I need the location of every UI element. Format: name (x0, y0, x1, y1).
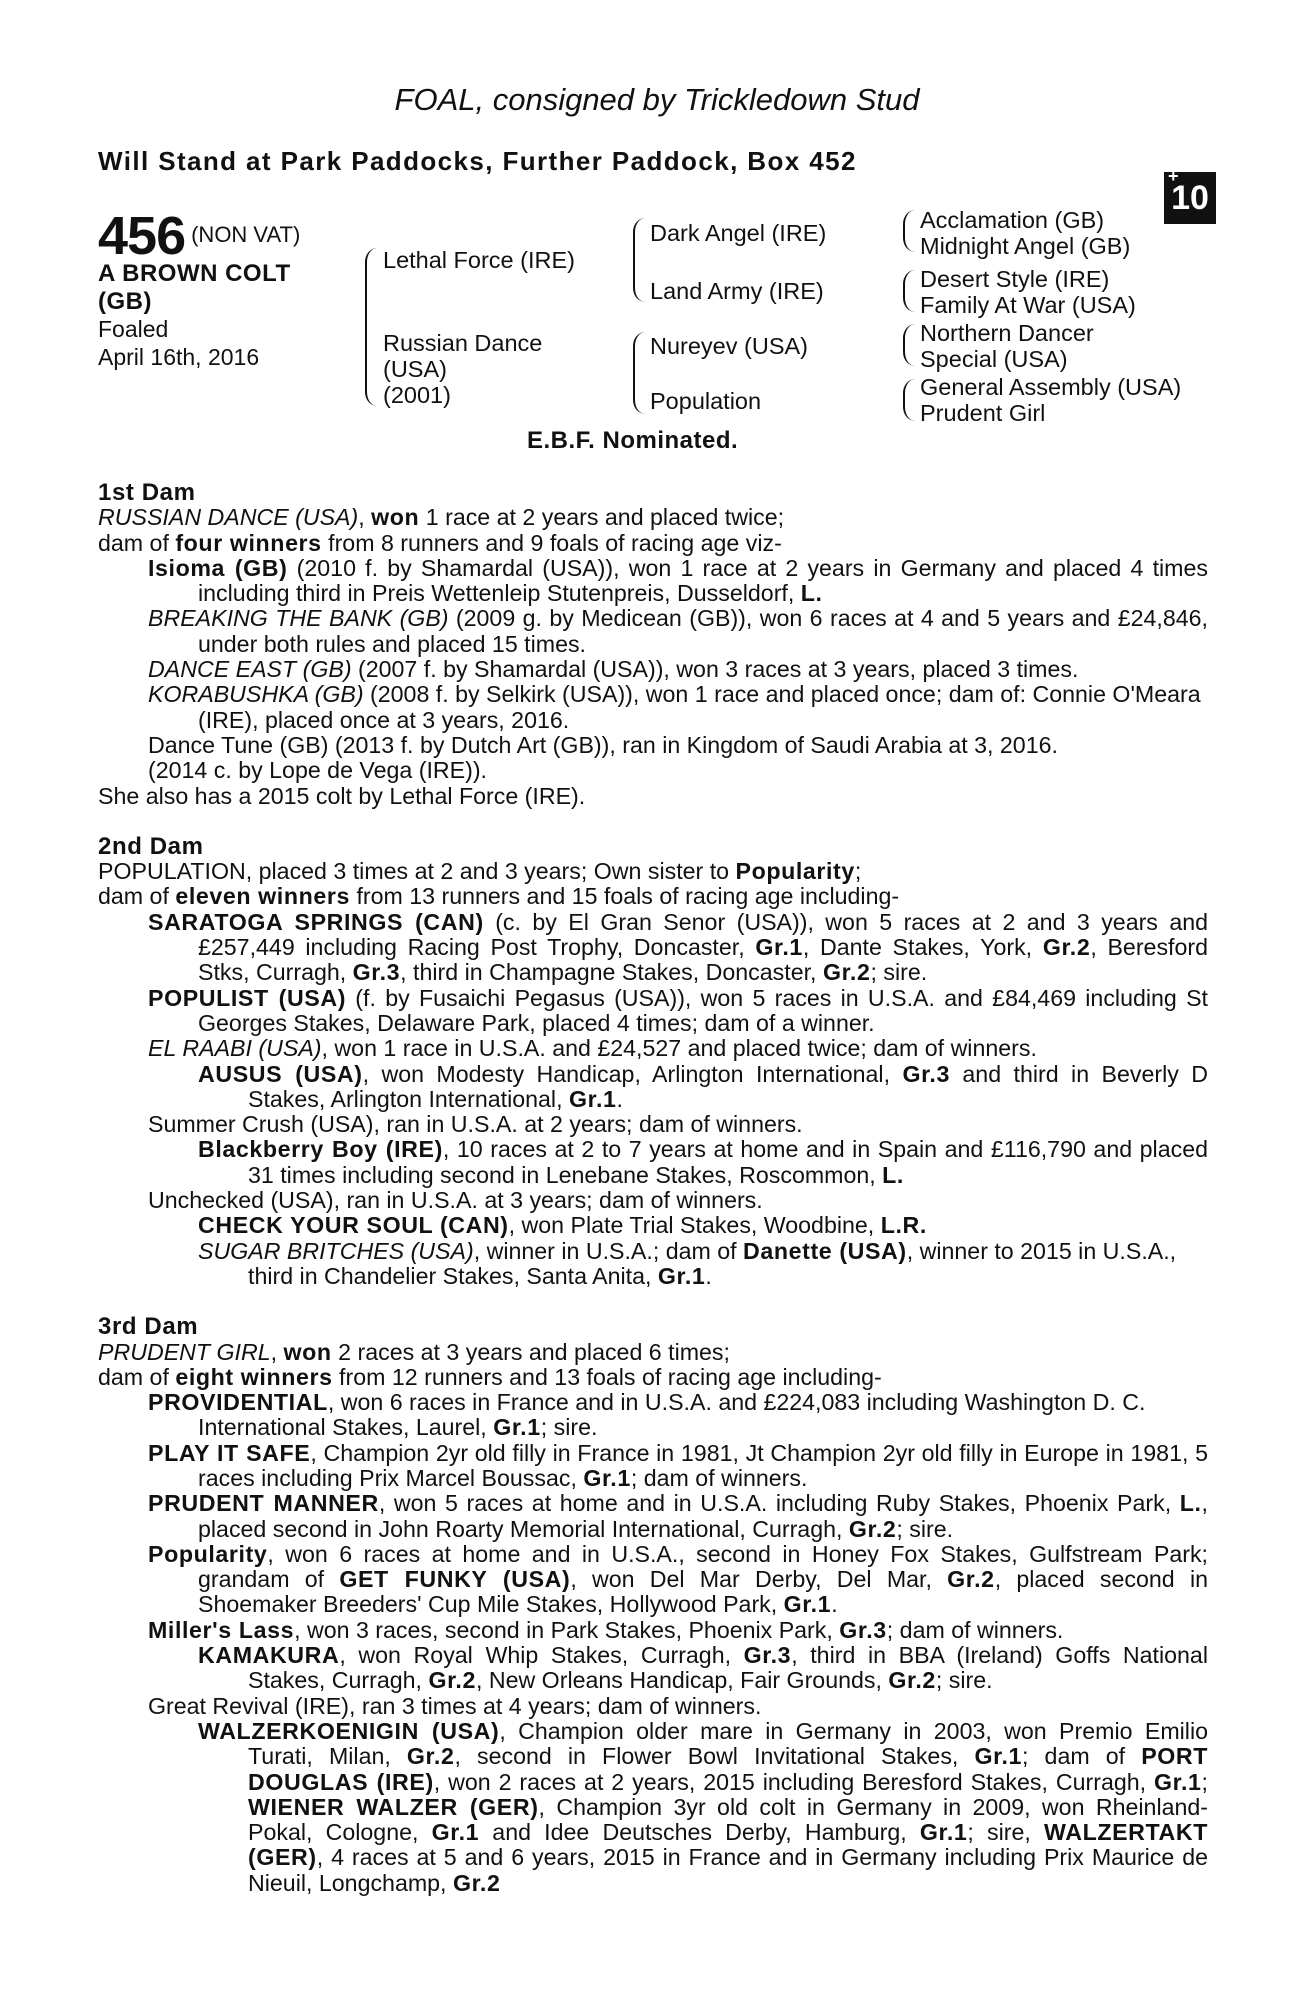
first-dam-intro: RUSSIAN DANCE (USA), won 1 race at 2 years and placed twice; (98, 504, 785, 531)
produce-entry: KORABUSHKA (GB) (2008 f. by Selkirk (USA)), won 1 race and placed once; dam of: Connie O'Meara (IRE), placed once at 3 years, 2016. (148, 681, 1201, 733)
lot-badge (1164, 166, 1216, 224)
lot-description (98, 260, 291, 316)
pedigree-dds: General Assembly (USA) (920, 374, 1182, 400)
produce-entry: WALZERKOENIGIN (USA), Champion older mare in Germany in 2003, won Premio Emilio Turati, Milan, Gr.2, second in Flower Bowl Invitational Stakes, Gr.1; dam of PORT DOUGLAS (IRE), won 2 races at 2 years, 2015 including Beresford Stakes, Curragh, Gr.1; WIENER WALZER (GER), Champion 3yr old colt in Germany in 2009, won Rheinland-Pokal, Cologne, Gr.1 and Idee Deutsches Derby, Hamburg, Gr.1; sire, WALZERTAKT (GER), 4 races at 5 and 6 years, 2015 in France and in Germany including Prix Maurice de Nieuil, Longchamp, Gr.2 (198, 1717, 1209, 1896)
foaled-date: April 16th, 2016 (98, 344, 260, 370)
pedigree-dam-line3: (2001) (383, 382, 451, 408)
produce-entry: PLAY IT SAFE, Champion 2yr old filly in France in 1981, Jt Champion 2yr old filly in Europe in 1981, 5 races including Prix Marcel Boussac, Gr.1; dam of winners. (148, 1439, 1208, 1491)
badge-text: 10 (1171, 179, 1209, 217)
lot-description-line1: A BROWN COLT (98, 260, 291, 287)
pedigree-dam (383, 330, 542, 408)
pedigree-brace-ss (903, 210, 915, 252)
first-dam-heading: 1st Dam (98, 479, 196, 506)
pedigree-dsd: Special (USA) (920, 346, 1068, 372)
pedigree-brace-sd (903, 270, 915, 312)
produce-entry: Blackberry Boy (IRE), 10 races at 2 to 7 years at home and in Spain and £116,790 and placed 31 times including second in Lenebane Stakes, Roscommon, L. (198, 1136, 1208, 1188)
second-dam-produce: dam of eleven winners from 13 runners and 15 foals of racing age including- (98, 883, 900, 910)
produce-entry: CHECK YOUR SOUL (CAN), won Plate Trial Stakes, Woodbine, L.R. (198, 1212, 927, 1239)
second-dam-intro: POPULATION, placed 3 times at 2 and 3 years; Own sister to Popularity; (98, 858, 862, 885)
lot-number: 456 (98, 206, 186, 266)
produce-entry: Isioma (GB) (2010 f. by Shamardal (USA)), won 1 race at 2 years in Germany and placed 4 times including third in Preis Wettenleip Stutenpreis, Dusseldorf, L. (148, 554, 1208, 607)
produce-entry: Popularity, won 6 races at home and in U.S.A., second in Honey Fox Stakes, Gulfstream Park; grandam of GET FUNKY (USA), won Del Mar Derby, Del Mar, Gr.2, placed second in Shoemaker Breeders' Cup Mile Stakes, Hollywood Park, Gr.1. (148, 1540, 1208, 1618)
pedigree-dam-line2: (USA) (383, 356, 447, 382)
produce-entry: BREAKING THE BANK (GB) (2009 g. by Medicean (GB)), won 6 races at 4 and 5 years and £24,846, under both rules and placed 15 times. (148, 605, 1208, 657)
produce-entry: SUGAR BRITCHES (USA), winner in U.S.A.; dam of Danette (USA), winner to 2015 in U.S.A., third in Chandelier Stakes, Santa Anita, Gr.1. (198, 1237, 1177, 1289)
ebf-nominated: E.B.F. Nominated. (527, 427, 739, 454)
vat-status: (NON VAT) (191, 222, 301, 247)
pedigree-dss: Northern Dancer (920, 320, 1094, 346)
pedigree-sire: Lethal Force (IRE) (383, 247, 575, 273)
badge-plus: + (1168, 166, 1179, 186)
third-dam-intro: PRUDENT GIRL, won 2 races at 3 years and placed 6 times; (98, 1338, 730, 1365)
pedigree-ddd: Prudent Girl (920, 400, 1046, 426)
produce-entry: Unchecked (USA), ran in U.S.A. at 3 years; dam of winners. (148, 1187, 763, 1214)
produce-entry: Great Revival (IRE), ran 3 times at 4 years; dam of winners. (148, 1692, 762, 1719)
third-dam-heading: 3rd Dam (98, 1313, 199, 1341)
produce-entry: POPULIST (USA) (f. by Fusaichi Pegasus (USA)), won 5 races in U.S.A. and £84,469 including St Georges Stakes, Delaware Park, placed 4 times; dam of a winner. (148, 984, 1208, 1036)
foaled-label: Foaled (98, 316, 169, 342)
produce-entry: KAMAKURA, won Royal Whip Stakes, Curragh, Gr.3, third in BBA (Ireland) Goffs National Stakes, Curragh, Gr.2, New Orleans Handicap, Fair Grounds, Gr.2; sire. (198, 1642, 1208, 1694)
produce-entry: PROVIDENTIAL, won 6 races in France and in U.S.A. and £224,083 including Washington D. C. International Stakes, Laurel, Gr.1; sire. (148, 1389, 1146, 1441)
pedigree-sds: Desert Style (IRE) (920, 266, 1110, 292)
pedigree-brace-dam (633, 332, 647, 414)
produce-entry: AUSUS (USA), won Modesty Handicap, Arlington International, Gr.3 and third in Beverly D Stakes, Arlington International, Gr.1. (198, 1060, 1208, 1112)
third-dam-produce: dam of eight winners from 12 runners and 13 foals of racing age including- (98, 1363, 882, 1390)
pedigree-sss: Acclamation (GB) (920, 207, 1105, 233)
pedigree-ss: Dark Angel (IRE) (650, 220, 827, 246)
produce-entry: Miller's Lass, won 3 races, second in Park Stakes, Phoenix Park, Gr.3; dam of winners. (148, 1616, 1064, 1643)
page-title: FOAL, consigned by Trickledown Stud (394, 82, 920, 117)
lot-description-line2: (GB) (98, 288, 152, 315)
pedigree-dam-line1: Russian Dance (383, 330, 543, 356)
pedigree-brace-dd (903, 379, 915, 421)
pedigree-ds: Nureyev (USA) (650, 333, 809, 359)
first-dam-produce: dam of four winners from 8 runners and 9 foals of racing age viz- (98, 529, 782, 556)
stand-location: Will Stand at Park Paddocks, Further Paddock, Box 452 (98, 146, 857, 176)
produce-entry: SARATOGA SPRINGS (CAN) (c. by El Gran Senor (USA)), won 5 races at 2 and 3 years and £257,449 including Racing Post Trophy, Doncaster, Gr.1, Dante Stakes, York, Gr.2, Beresford Stks, Curragh, Gr.3, third in Champagne Stakes, Doncaster, Gr.2; sire. (148, 908, 1209, 986)
pedigree-dd: Population (650, 388, 762, 414)
pedigree-ssd: Midnight Angel (GB) (920, 233, 1131, 259)
pedigree-brace (365, 248, 381, 406)
produce-entry: Dance Tune (GB) (2013 f. by Dutch Art (GB)), ran in Kingdom of Saudi Arabia at 3, 2016. (148, 731, 1058, 758)
first-dam-note: She also has a 2015 colt by Lethal Force (IRE). (98, 782, 586, 809)
foaled-info (98, 315, 259, 371)
produce-entry: PRUDENT MANNER, won 5 races at home and in U.S.A. including Ruby Stakes, Phoenix Park, L., placed second in John Roarty Memorial International, Curragh, Gr.2; sire. (148, 1490, 1208, 1542)
pedigree-sdd: Family At War (USA) (920, 292, 1136, 318)
produce-entry: DANCE EAST (GB) (2007 f. by Shamardal (USA)), won 3 races at 3 years, placed 3 times. (148, 656, 1079, 683)
produce-entry: (2014 c. by Lope de Vega (IRE)). (148, 757, 487, 784)
pedigree-brace-sire (633, 218, 647, 302)
pedigree-brace-ds (903, 324, 915, 366)
produce-entry: EL RAABI (USA), won 1 race in U.S.A. and £24,527 and placed twice; dam of winners. (148, 1035, 1037, 1062)
catalogue-body (98, 480, 1208, 1896)
lot-number-block (98, 205, 300, 267)
second-dam-heading: 2nd Dam (98, 832, 204, 860)
pedigree-sd: Land Army (IRE) (650, 278, 824, 304)
produce-entry: Summer Crush (USA), ran in U.S.A. at 2 years; dam of winners. (148, 1111, 803, 1138)
